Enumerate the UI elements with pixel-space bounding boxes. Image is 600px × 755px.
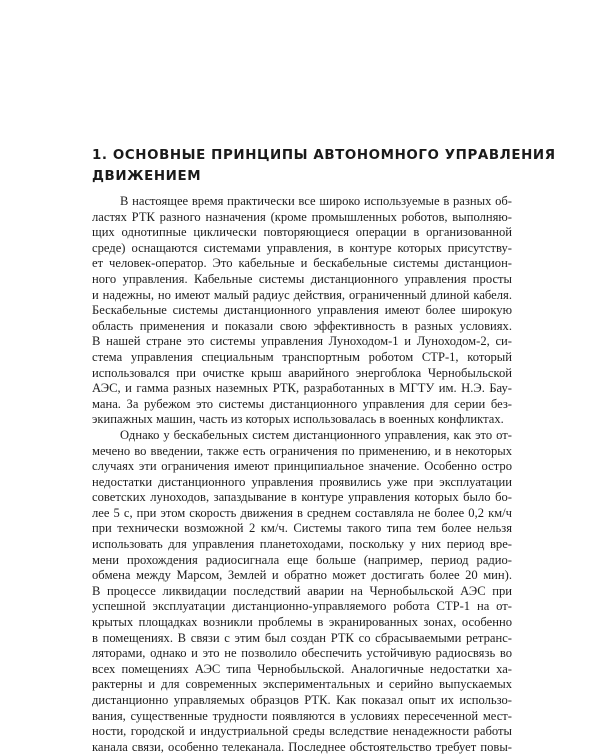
text-line: мана. За рубежом это системы дистанционного управления для серии без- bbox=[92, 396, 512, 411]
text-line: Бескабельные системы дистанционного управления имеют более широкую bbox=[92, 303, 512, 318]
text-line: ет человек-оператор. Это кабельные и бескабельные системы дистанцион- bbox=[92, 256, 512, 271]
text-line: недостатки дистанционного управления проявились уже при эксплуатации bbox=[92, 474, 512, 489]
text-line: щих однотипные циклически повторяющиеся операции в организованной bbox=[92, 225, 512, 240]
text-line: всех помещениях АЭС типа Чернобыльской. Аналогичные недостатки ха- bbox=[92, 661, 512, 676]
paragraph-1 bbox=[92, 194, 512, 428]
text-line: крытых площадках возникли проблемы в экранированных зонах, особенно bbox=[92, 615, 512, 630]
text-line: случаях эти ограничения имеют принципиальное значение. Особенно остро bbox=[92, 459, 512, 474]
text-line: вания, существенные трудности появляются в условиях пересеченной мест- bbox=[92, 708, 512, 723]
text-line: экипажных машин, часть из которых использовалась в военных конфликтах. bbox=[92, 412, 504, 427]
text-line: лее 5 с, при этом скорость движения в среднем составляла не более 0,2 км/ч bbox=[92, 505, 512, 520]
text-line: дистанционно управляемых образцов РТК. Как показал опыт их использо- bbox=[92, 693, 512, 707]
text-line: ности, городской и индустриальной среды вследствие ненадежности работы bbox=[92, 724, 512, 739]
text-line: рактерны и для современных экспериментальных и серийно выпускаемых bbox=[92, 677, 512, 692]
text-line: канала связи, особенно телеканала. Последнее обстоятельство требует повы- bbox=[92, 739, 512, 754]
text-line: и надежны, но имеют малый радиус действия, ограниченный длиной кабеля. bbox=[92, 287, 512, 302]
text-line: ляторами, однако и это не позволило обеспечить устойчивую радиосвязь во bbox=[92, 646, 512, 661]
section-heading-line: 1. ОСНОВНЫЕ ПРИНЦИПЫ АВТОНОМНОГО УПРАВЛЕНИЯ bbox=[92, 148, 556, 163]
text-line: в помещениях. В связи с этим был создан РТК со сбрасываемыми ретранс- bbox=[92, 630, 512, 645]
text-line: успешной эксплуатации дистанционно-управляемого робота СТР-1 на от- bbox=[92, 599, 512, 614]
text-line: В настоящее время практически все широко используемые в разных об- bbox=[120, 194, 512, 208]
text-line: Однако у бескабельных систем дистанционного управления, как это от- bbox=[120, 427, 512, 442]
text-line: В процессе ликвидации последствий аварии на Чернобыльской АЭС при bbox=[92, 583, 512, 598]
body-text bbox=[92, 194, 512, 755]
text-line: мени прохождения радиосигнала еще больше (например, период радио- bbox=[92, 552, 512, 567]
section-heading-line: ДВИЖЕНИЕМ bbox=[92, 169, 202, 184]
text-line: область применения и показали свою эффективность в разных условиях. bbox=[92, 318, 512, 333]
text-line: использовался при очистке крыш аварийного энергоблока Чернобыльской bbox=[92, 365, 512, 380]
text-line: стема управления специальным транспортным роботом СТР-1, который bbox=[92, 349, 512, 364]
text-line: использовать для управления планетоходами, поскольку у них период вре- bbox=[92, 537, 512, 552]
section-heading bbox=[92, 145, 556, 187]
text-line: ластях РТК разного назначения (кроме промышленных роботов, выполняю- bbox=[92, 209, 512, 224]
text-line: мечено во введении, также есть ограничения по применению, и в некоторых bbox=[92, 443, 512, 458]
text-line: АЭС, и гамма разных наземных РТК, разработанных в МГТУ им. Н.Э. Бау- bbox=[92, 381, 512, 396]
text-line: советских луноходов, запаздывание в контуре управления которых было бо- bbox=[92, 490, 512, 505]
paragraph-2 bbox=[92, 428, 512, 755]
text-line: В нашей стране это системы управления Луноходом-1 и Луноходом-2, си- bbox=[92, 334, 512, 349]
text-line: ного управления. Кабельные системы дистанционного управления просты bbox=[92, 271, 512, 286]
text-line: среде) оснащаются системами управления, в контуре которых присутству- bbox=[92, 240, 512, 255]
text-line: при технически возможной 2 км/ч. Системы такого типа тем более нельзя bbox=[92, 521, 512, 536]
text-line: обмена между Марсом, Землей и обратно может достигать более 20 мин). bbox=[92, 568, 512, 583]
